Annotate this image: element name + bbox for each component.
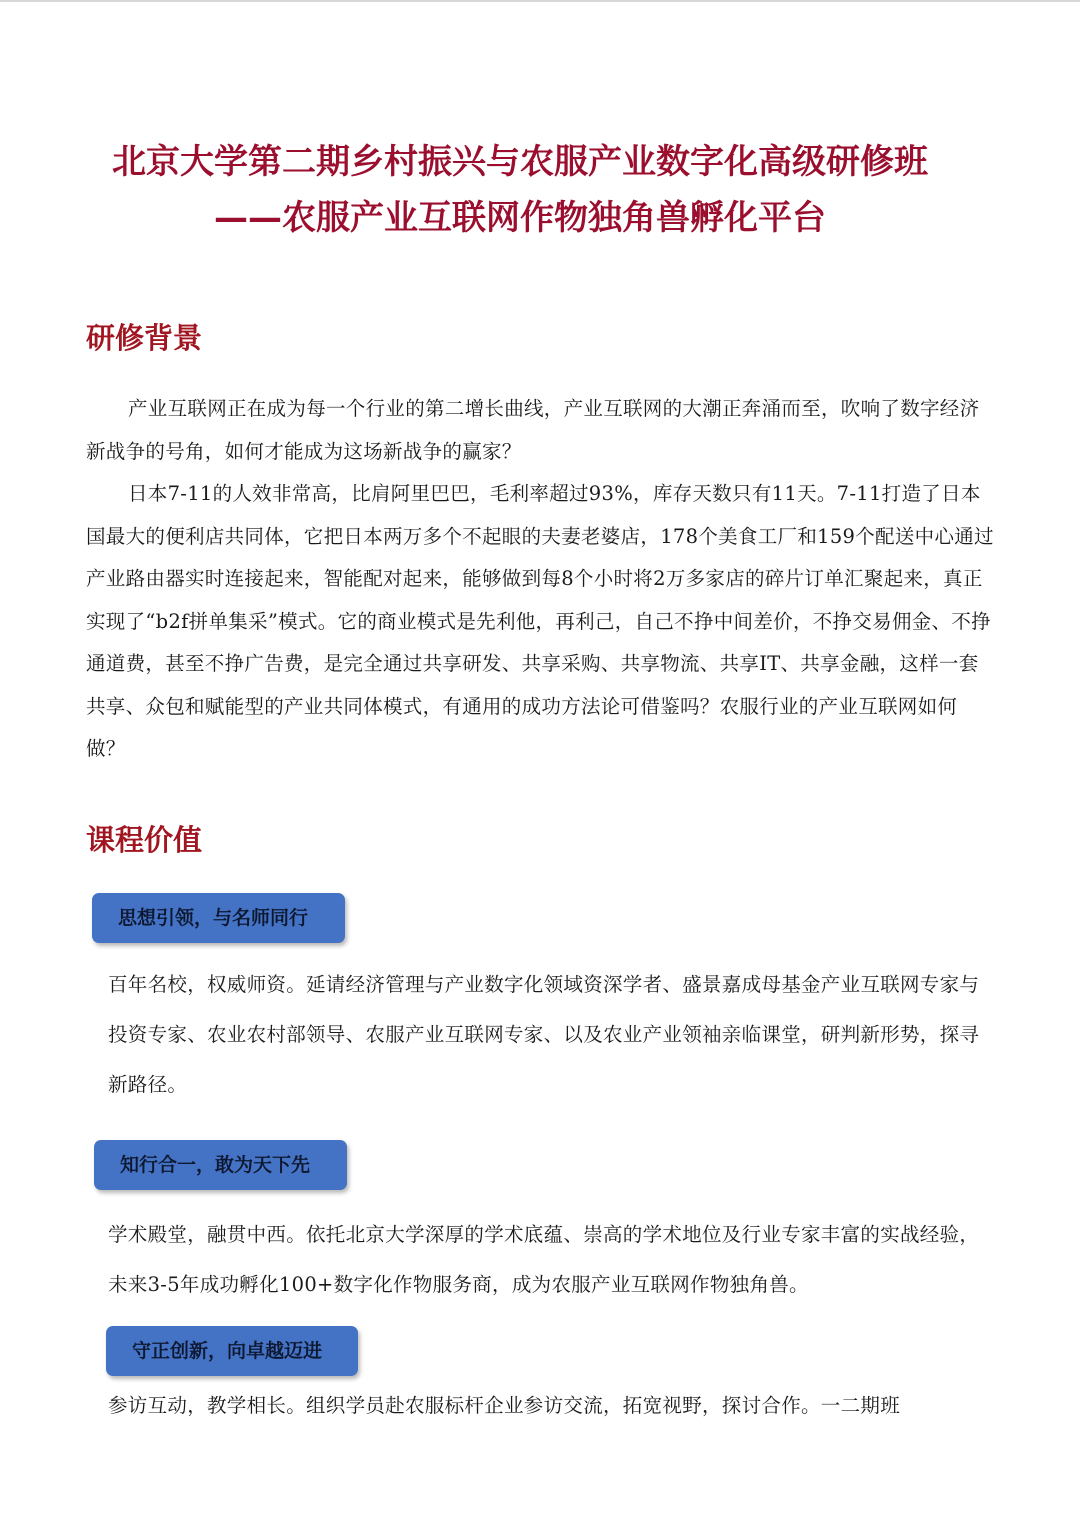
- value-item-label-thought-leadership: 思想引领，与名师同行: [92, 893, 345, 943]
- background-paragraph: 日本7-11的人效非常高，比肩阿里巴巴，毛利率超过93%，库存天数只有11天。7-11打造了日本国最大的便利店共同体，它把日本两万多个不起眼的夫妻老婆店，178个美食工厂和159个配送中心通过产业路由器实时连接起来，智能配对起来，能够做到每8个小时将2万多家店的碎片订单汇聚起来，真正实现了“b2f拼单集采”模式。它的商业模式是先利他，再利己，自己不挣中间差价，不挣交易佣金、不挣通道费，甚至不挣广告费，是完全通过共享研发、共享采购、共享物流、共享IT、共享金融，这样一套共享、众包和赋能型的产业共同体模式，有通用的成功方法论可借鉴吗？农服行业的产业互联网如何做？: [86, 482, 994, 760]
- value-item-text-innovation: [108, 1381, 988, 1431]
- value-item-text-knowledge-action: [108, 1210, 988, 1310]
- document-title: 北京大学第二期乡村振兴与农服产业数字化高级研修班: [112, 142, 928, 182]
- value-item-label-innovation: 守正创新，向卓越迈进: [106, 1326, 358, 1376]
- background-body: [86, 388, 996, 771]
- value-item-label-knowledge-action: 知行合一，敢为天下先: [94, 1140, 347, 1190]
- section-heading-value: 课程价值: [86, 823, 203, 857]
- top-border-line: [0, 0, 1080, 2]
- document-subtitle: ——农服产业互联网作物独角兽孵化平台: [214, 198, 826, 238]
- section-heading-background: 研修背景: [86, 321, 203, 355]
- value-item-paragraph: 百年名校，权威师资。延请经济管理与产业数字化领域资深学者、盛景嘉成母基金产业互联网专家与投资专家、农业农村部领导、农服产业互联网专家、以及农业产业领袖亲临课堂，研判新形势，探寻新路径。: [108, 973, 980, 1096]
- value-item-text-thought-leadership: [108, 960, 988, 1110]
- value-item-paragraph: 学术殿堂，融贯中西。依托北京大学深厚的学术底蕴、崇高的学术地位及行业专家丰富的实战经验，未来3-5年成功孵化100+数字化作物服务商，成为农服产业互联网作物独角兽。: [108, 1223, 980, 1296]
- value-item-paragraph: 参访互动，教学相长。组织学员赴农服标杆企业参访交流，拓宽视野，探讨合作。一二期班: [108, 1394, 901, 1417]
- background-paragraph: 产业互联网正在成为每一个行业的第二增长曲线，产业互联网的大潮正奔涌而至，吹响了数字经济新战争的号角，如何才能成为这场新战争的赢家？: [86, 397, 980, 463]
